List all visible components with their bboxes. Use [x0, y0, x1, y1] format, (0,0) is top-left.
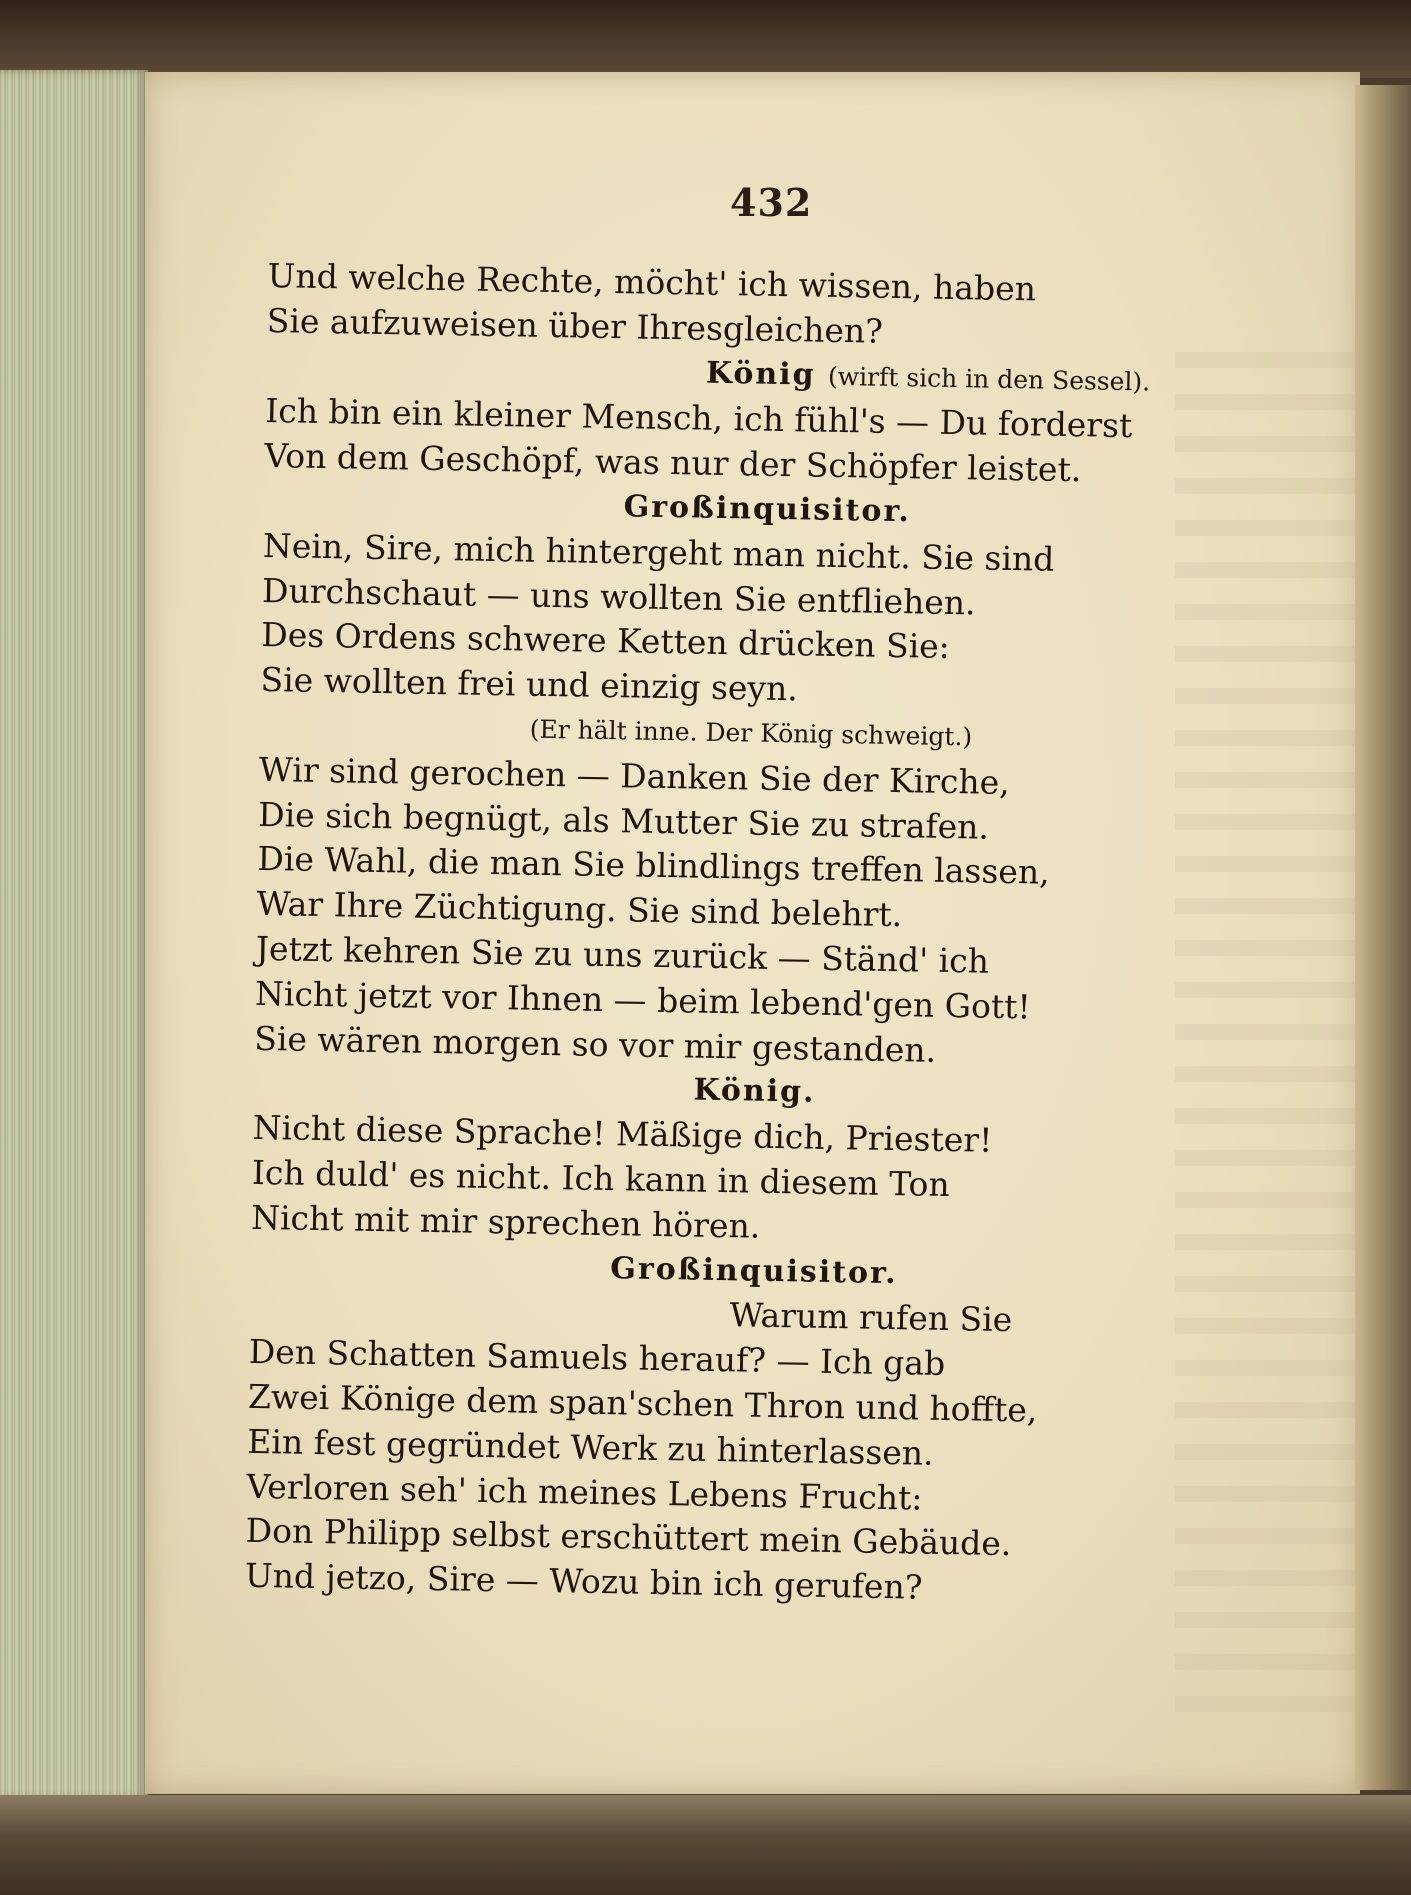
speaker-name: König — [705, 355, 816, 393]
verse-line: Nicht mit mir sprechen hören. — [250, 1197, 761, 1246]
book-cover-top — [0, 0, 1411, 78]
speaker-name: König. — [693, 1072, 816, 1111]
verse-line: Durchschaut — uns wollten Sie entfliehen. — [261, 570, 976, 622]
verse-line: Ein fest gegründet Werk zu hinterlassen. — [246, 1421, 934, 1473]
verse-line: Den Schatten Samuels herauf? — Ich gab — [248, 1331, 946, 1384]
verse-line: Und welche Rechte, möcht' ich wissen, haben — [267, 255, 1037, 309]
book-cover-bottom — [0, 1795, 1411, 1895]
speaker-name: Großinquisitor. — [623, 489, 912, 530]
verse-text-block — [244, 254, 1151, 1614]
verse-line: Die sich begnügt, als Mutter Sie zu strafen. — [257, 794, 990, 847]
verse-line: Sie wollten frei und einzig seyn. — [260, 660, 799, 709]
stage-direction: (wirft sich in den Sessel). — [827, 361, 1151, 397]
facing-page-edge — [1355, 85, 1411, 1790]
verse-line: Sie wären morgen so vor mir gestanden. — [253, 1018, 937, 1070]
verse-line: War Ihre Züchtigung. Sie sind belehrt. — [256, 884, 903, 935]
page-number: 432 — [730, 180, 813, 225]
speaker-name: Großinquisitor. — [610, 1250, 898, 1291]
verse-line: Sie aufzuweisen über Ihresgleichen? — [266, 300, 884, 351]
verse-line: Nicht diese Sprache! Mäßige dich, Priester! — [252, 1108, 993, 1160]
verse-line: Nicht jetzt vor Ihnen — beim lebend'gen Gott! — [254, 973, 1032, 1027]
verse-line: Verloren seh' ich meines Lebens Frucht: — [246, 1466, 923, 1518]
verse-line: Wir sind gerochen — Danken Sie der Kirche, — [258, 749, 1011, 802]
verse-line: Warum rufen Sie — [729, 1295, 1013, 1340]
verse-line: Ich bin ein kleiner Mensch, ich fühl's — Du forderst — [264, 391, 1133, 446]
page-edges-left — [0, 70, 148, 1800]
verse-line: Des Ordens schwere Ketten drücken Sie: — [261, 615, 951, 667]
verse-line: Die Wahl, die man Sie blindlings treffen lassen, — [257, 839, 1050, 893]
verse-line: Jetzt kehren Sie zu uns zurück — Ständ' ich — [255, 928, 990, 981]
verse-line: Von dem Geschöpf, was nur der Schöpfer leistet. — [264, 436, 1082, 490]
verse-line: Und jetzo, Sire — Wozu bin ich gerufen? — [244, 1555, 923, 1607]
stage-direction: (Er hält inne. Der König schweigt.) — [529, 714, 973, 752]
verse-line: Nein, Sire, mich hintergeht man nicht. Sie sind — [262, 525, 1055, 579]
verse-line: Don Philipp selbst erschüttert mein Gebäude. — [245, 1511, 1012, 1564]
verse-line: Ich duld' es nicht. Ich kann in diesem Ton — [251, 1152, 951, 1204]
verse-line: Zwei Könige dem span'schen Thron und hoffte, — [247, 1376, 1038, 1430]
